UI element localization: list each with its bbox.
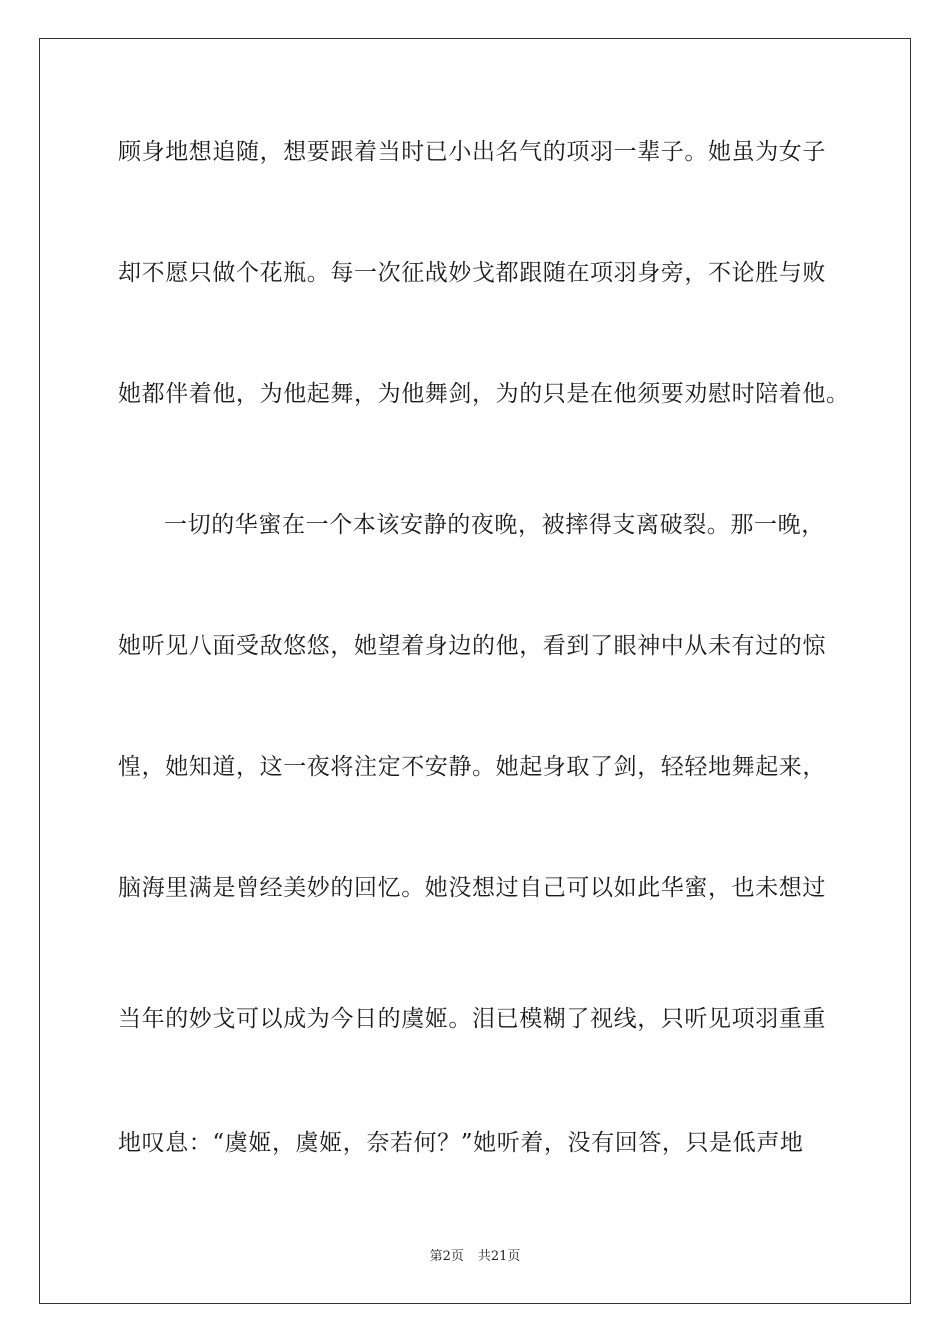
body-text-line-2: 却不愿只做个花瓶。每一次征战妙戈都跟随在项羽身旁，不论胜与败 bbox=[118, 260, 826, 286]
page-number: 第2页 bbox=[429, 1249, 464, 1264]
body-text-line-1: 顾身地想追随，想要跟着当时已小出名气的项羽一辈子。她虽为女子 bbox=[118, 139, 826, 165]
body-text-line-9: 地叹息：“虞姬，虞姬，奈若何？”她听着，没有回答，只是低声地 bbox=[118, 1130, 804, 1156]
page-border bbox=[39, 38, 911, 1304]
page-footer bbox=[0, 1249, 950, 1265]
body-text-line-8: 当年的妙戈可以成为今日的虞姬。泪已模糊了视线，只听见项羽重重 bbox=[118, 1006, 826, 1032]
body-text-line-5: 她听见八面受敌悠悠，她望着身边的他，看到了眼神中从未有过的惊 bbox=[118, 633, 826, 659]
body-text-line-4: 一切的华蜜在一个本该安静的夜晚，被摔得支离破裂。那一晚， bbox=[164, 512, 825, 538]
body-text-line-7: 脑海里满是曾经美妙的回忆。她没想过自己可以如此华蜜，也未想过 bbox=[118, 875, 826, 901]
page-total: 共21页 bbox=[477, 1249, 521, 1264]
body-text-line-6: 惶，她知道，这一夜将注定不安静。她起身取了剑，轻轻地舞起来， bbox=[118, 754, 826, 780]
body-text-line-3: 她都伴着他，为他起舞，为他舞剑，为的只是在他须要劝慰时陪着他。 bbox=[118, 381, 850, 407]
